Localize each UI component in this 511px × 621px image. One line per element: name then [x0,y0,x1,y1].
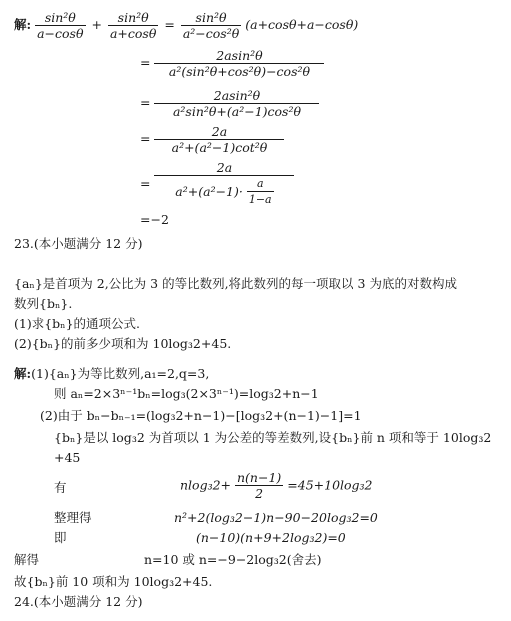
solution1-line4: = $\frac{2a}{\text{a²+(a²−1)cot²θ}}$ [140,124,284,155]
solution2-simplify-label: 整理得 [54,510,92,525]
solution2-conclusion: 故{bₙ}前 10 项和为 10log₃2+45. [14,574,213,589]
solution2-solve-result: n=10 或 n=−9−2log₃2(舍去) [144,552,322,567]
solution2-thus-equation: (n−10)(n+9+2log₃2)=0 [196,530,346,545]
fraction-6: $\frac{2a}{\text{a²+(a²−1)cot²θ}}$ [154,124,284,155]
fraction-5: $\frac{\text{2asin²θ}}{\text{a²sin²θ+(a²−1)cos²θ}}$ [154,88,319,119]
solution2-step-4: {bₙ}是以 log₃2 为首项以 1 为公差的等差数列,设{bₙ}前 n 项和等于 10log₃2 [54,430,492,445]
fraction-9: $\frac{n(n-1)}{2}$ [237,470,282,501]
fraction-1: $\frac{\text{sin²θ}}{a-\cos\theta}$ [37,10,84,41]
solution1-line3: = $\frac{\text{2asin²θ}}{\text{a²sin²θ+(a²−1)cos²θ}}$ [140,88,319,119]
solution1-line1: 解: $\frac{\text{sin²θ}}{a-\cos\theta}$ + $\frac{\text{sin²θ}}{a+\cos\theta}$ = $\frac{\text{sin²θ}}{\text{a²−cos²θ}}$ (a+cosθ+a−cosθ) [14,10,359,41]
fraction-3: $\frac{\text{sin²θ}}{\text{a²−cos²θ}}$ [182,10,240,41]
fraction-2: $\frac{\text{sin²θ}}{a+\cos\theta}$ [109,10,157,41]
fraction-4: $\frac{\text{2asin²θ}}{\text{a²(sin²θ+cos²θ)−cos²θ}}$ [154,48,324,79]
q23-statement-2: 数列{bₙ}. [14,296,73,311]
q23-statement-1: {aₙ}是首项为 2,公比为 3 的等比数列,将此数列的每一项取以 3 为底的对数构成 [14,276,457,291]
solution2-have-equation: nlog₃2+ $\frac{n(n-1)}{2}$ =45+10log₃2 [180,470,373,501]
solution2-step-3: (2)由于 bₙ−bₙ₋₁=(log₃2+n−1)−[log₃2+(n−1)−1]=1 [40,408,362,423]
solution2-label: 解: [14,366,32,381]
solution2-step-2: 则 aₙ=2×3ⁿ⁻¹bₙ=log₃(2×3ⁿ⁻¹)=log₃2+n−1 [54,386,319,401]
solution2-simplify-equation: n²+2(log₃2−1)n−90−20log₃2=0 [174,510,378,525]
fraction-7: 2a a²+(a²−1)· $\frac{a}{1-a}$ [154,160,294,207]
solution1-result: =−2 [140,212,169,227]
q23-part-2: (2){bₙ}的前多少项和为 10log₃2+45. [14,336,232,351]
solution1-line2: = $\frac{\text{2asin²θ}}{\text{a²(sin²θ+cos²θ)−cos²θ}}$ [140,48,324,79]
q23-part-1: (1)求{bₙ}的通项公式. [14,316,140,331]
solution2-have-label: 有 [54,480,67,495]
solution1-label: 解: [14,17,32,32]
expression-tail: (a+cosθ+a−cosθ) [245,17,359,32]
q23-header: 23.(本小题满分 12 分) [14,236,143,251]
solution2-step-1: 解:(1){aₙ}为等比数列,a₁=2,q=3, [14,366,210,381]
solution2-step-5: +45 [54,450,81,465]
solution1-line5: = 2a a²+(a²−1)· $\frac{a}{1-a}$ [140,160,294,207]
q24-header: 24.(本小题满分 12 分) [14,594,143,609]
solution2-solve-label: 解得 [14,552,40,567]
solution2-thus-label: 即 [54,530,67,545]
fraction-8: $\frac{a}{1-a}$ [248,177,272,206]
